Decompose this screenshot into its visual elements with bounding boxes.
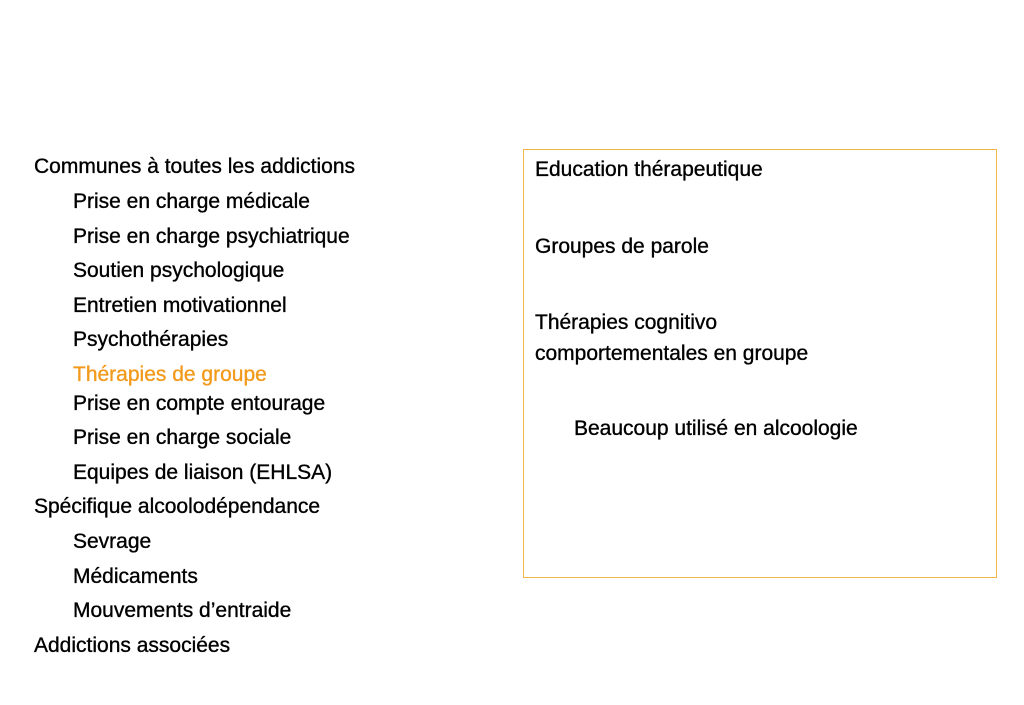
list-item-specifique-alcoolodependance: Spécifique alcoolodépendance <box>34 495 321 518</box>
box-education-therapeutique: Education thérapeutique <box>535 158 763 181</box>
list-item-prise-compte-entourage: Prise en compte entourage <box>73 392 326 415</box>
box-groupes-de-parole: Groupes de parole <box>535 235 709 258</box>
list-item-medicaments: Médicaments <box>73 565 198 588</box>
list-item-equipes-liaison: Equipes de liaison (EHLSA) <box>73 461 333 484</box>
list-item-prise-charge-psychiatrique: Prise en charge psychiatrique <box>73 225 350 248</box>
list-item-communes: Communes à toutes les addictions <box>34 155 355 178</box>
list-item-psychotherapies: Psychothérapies <box>73 328 229 351</box>
list-item-sevrage: Sevrage <box>73 530 152 553</box>
therapy-info-box <box>523 149 997 578</box>
list-item-entretien-motivationnel: Entretien motivationnel <box>73 294 287 317</box>
list-item-soutien-psychologique: Soutien psychologique <box>73 259 285 282</box>
list-item-addictions-associees: Addictions associées <box>34 634 231 657</box>
list-item-prise-charge-sociale: Prise en charge sociale <box>73 426 292 449</box>
list-item-mouvements-entraide: Mouvements d’entraide <box>73 599 292 622</box>
box-comportementales-en-groupe: comportementales en groupe <box>535 342 809 365</box>
list-item-prise-charge-medicale: Prise en charge médicale <box>73 190 310 213</box>
box-therapies-cognitivo: Thérapies cognitivo <box>535 311 718 334</box>
box-note-alcoologie: Beaucoup utilisé en alcoologie <box>574 417 858 440</box>
list-item-therapies-de-groupe: Thérapies de groupe <box>73 363 267 386</box>
